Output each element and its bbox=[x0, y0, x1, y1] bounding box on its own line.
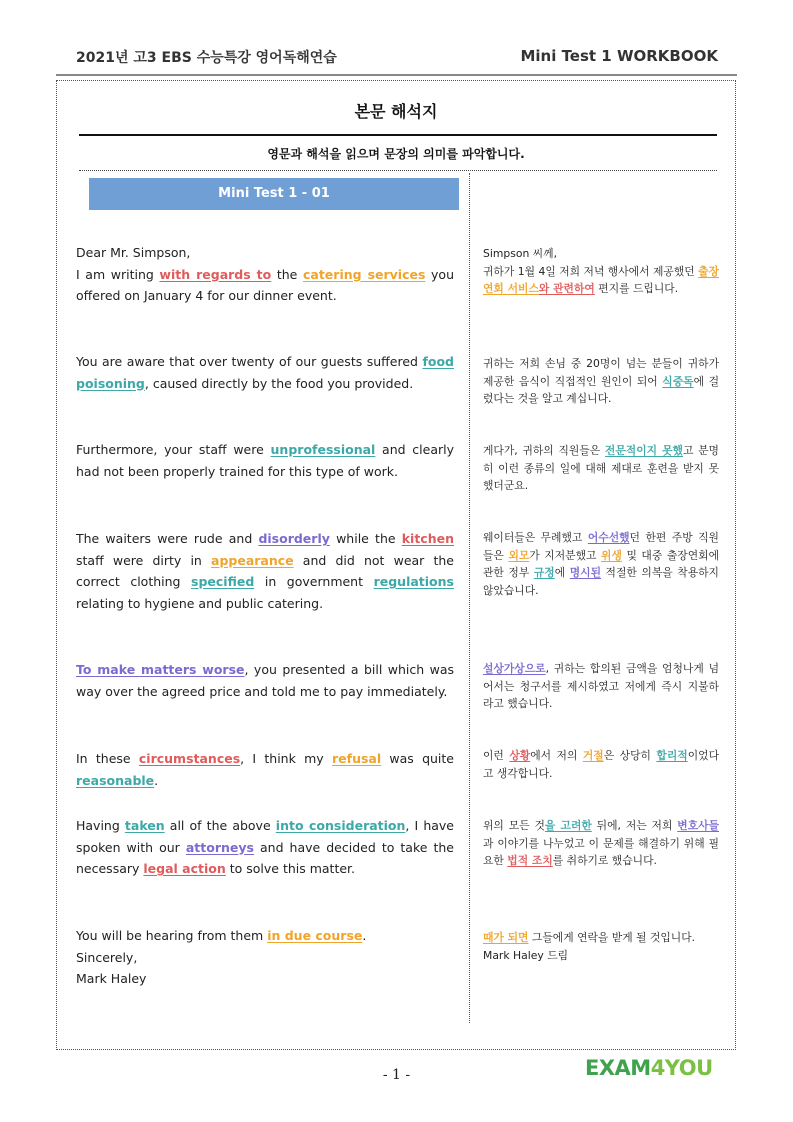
highlighted-term: refusal bbox=[331, 751, 382, 766]
text-segment: the bbox=[271, 266, 303, 282]
highlighted-term: 법적 조치 bbox=[507, 854, 553, 867]
text-segment: Dear Mr. Simpson, bbox=[76, 245, 191, 260]
english-paragraph bbox=[76, 748, 454, 791]
text-segment: in government bbox=[254, 574, 374, 589]
subtitle-divider bbox=[79, 170, 717, 171]
highlighted-term: 때가 되면 bbox=[483, 931, 529, 944]
text-segment: staff were dirty in bbox=[76, 552, 212, 568]
highlighted-term: in due course bbox=[267, 928, 363, 943]
page-number: - 1 - bbox=[382, 1067, 411, 1083]
text-segment: 그들에게 연락을 받게 될 것입니다. bbox=[528, 931, 696, 944]
text-segment: In these bbox=[76, 751, 139, 766]
highlighted-term: taken bbox=[124, 818, 165, 833]
text-segment: 이런 bbox=[483, 749, 510, 762]
highlighted-term: attorneys bbox=[185, 839, 254, 855]
highlighted-term: reasonable bbox=[76, 772, 155, 788]
text-segment: 던 한편 주방 직원들은 bbox=[483, 531, 719, 562]
korean-paragraph bbox=[483, 747, 719, 782]
english-paragraph bbox=[76, 925, 454, 990]
english-paragraph bbox=[76, 659, 454, 702]
text-segment: 귀하는 저희 손님 중 20명이 넘는 분들이 귀하가 제공한 음식이 직접적인 원인이 되어 bbox=[483, 357, 719, 388]
highlighted-term: 변호사들 bbox=[677, 819, 720, 832]
text-segment: Furthermore, your staff were bbox=[76, 442, 271, 457]
text-segment: 웨이터들은 무례했고 bbox=[483, 531, 588, 544]
text-segment: , I think my bbox=[240, 751, 332, 766]
highlighted-term: 전문적이지 못했 bbox=[604, 444, 683, 457]
text-segment: 이었다고 생각합니다. bbox=[483, 749, 719, 780]
section-banner: Mini Test 1 - 01 bbox=[89, 178, 459, 210]
header-divider bbox=[56, 74, 737, 76]
highlighted-term: 식중독 bbox=[662, 374, 694, 388]
highlighted-term: catering services bbox=[302, 266, 426, 282]
text-segment: Having bbox=[76, 818, 125, 833]
english-paragraph bbox=[76, 815, 454, 880]
text-segment: 및 대중 출장연회에 관한 정부 bbox=[483, 548, 720, 579]
highlighted-term: 출장연회 서비스 bbox=[483, 264, 719, 295]
logo-text-4you: 4YOU bbox=[650, 1056, 713, 1080]
highlighted-term: 거절 bbox=[582, 749, 604, 762]
text-segment: all of the above bbox=[164, 818, 276, 833]
text-segment: , 귀하는 합의된 금액을 엄청나게 넘어서는 청구서를 제시하였고 저에게 즉시 지불하라고 했습니다. bbox=[483, 662, 719, 710]
text-segment: 귀하가 1월 4일 저희 저녁 행사에서 제공했던 bbox=[483, 264, 699, 278]
highlighted-term: 을 고려한 bbox=[544, 819, 592, 832]
text-segment: 에 bbox=[554, 566, 570, 579]
text-segment: while the bbox=[329, 531, 402, 546]
english-paragraph bbox=[76, 351, 454, 394]
column-divider bbox=[469, 173, 470, 1023]
text-segment: was quite bbox=[381, 751, 454, 766]
content-frame bbox=[56, 80, 736, 1050]
text-segment: and clearly had not been properly trained for this type of work. bbox=[76, 442, 455, 479]
page-title: 본문 해석지 bbox=[354, 102, 438, 121]
text-segment: and have decided to take the necessary bbox=[76, 839, 454, 876]
text-segment: Sincerely, bbox=[76, 949, 138, 965]
text-segment: 편지를 드립니다. bbox=[594, 282, 679, 295]
text-segment: Mark Haley bbox=[76, 971, 147, 986]
text-segment: , you presented a bill which was way over the agreed price and told me to pay immediately. bbox=[76, 662, 454, 699]
text-segment: 에 걸렸다는 것을 알고 계십니다. bbox=[483, 374, 720, 405]
highlighted-term: circumstances bbox=[138, 751, 241, 766]
header-workbook-label: Mini Test 1 WORKBOOK bbox=[520, 47, 718, 65]
korean-paragraph bbox=[483, 355, 719, 408]
exam4you-logo bbox=[585, 1056, 719, 1082]
korean-paragraph bbox=[483, 442, 719, 495]
highlighted-term: disorderly bbox=[258, 531, 330, 546]
highlighted-term: appearance bbox=[211, 552, 294, 568]
highlighted-term: 규정 bbox=[533, 566, 555, 579]
text-segment: 에서 저의 bbox=[530, 749, 583, 762]
text-segment: , I have spoken with our bbox=[76, 818, 454, 855]
highlighted-term: 상황 bbox=[509, 749, 531, 762]
highlighted-term: unprofessional bbox=[270, 442, 376, 457]
highlighted-term: To make matters worse bbox=[76, 662, 245, 677]
korean-paragraph bbox=[483, 817, 719, 870]
highlighted-term: 명시된 bbox=[569, 566, 601, 579]
highlighted-term: regulations bbox=[373, 574, 454, 589]
text-segment: 게다가, 귀하의 직원들은 bbox=[483, 444, 605, 457]
text-segment: You are aware that over twenty of our guests suffered bbox=[76, 354, 423, 369]
highlighted-term: into consideration bbox=[275, 818, 406, 833]
text-segment: 고 분명히 이런 종류의 일에 대해 제대로 훈련을 받지 못했더군요. bbox=[483, 444, 719, 492]
korean-paragraph bbox=[483, 929, 719, 964]
highlighted-term: 어수선했 bbox=[587, 531, 630, 544]
page-subtitle: 영문과 해석을 읽으며 문장의 의미를 파악합니다. bbox=[267, 147, 525, 161]
highlighted-term: 와 관련하여 bbox=[538, 282, 595, 295]
text-segment: 뒤에, 저는 저희 bbox=[591, 819, 678, 832]
highlighted-term: 외모 bbox=[508, 548, 530, 562]
text-segment: Mark Haley 드림 bbox=[483, 948, 569, 962]
text-segment: and did not wear the correct clothing bbox=[76, 552, 454, 589]
title-divider bbox=[79, 134, 717, 136]
english-paragraph bbox=[76, 528, 454, 614]
logo-text-exam: EXAM bbox=[585, 1056, 651, 1080]
text-segment: relating to hygiene and public catering. bbox=[76, 595, 324, 611]
text-segment: . bbox=[362, 928, 367, 943]
highlighted-term: specified bbox=[191, 574, 255, 589]
highlighted-term: with regards to bbox=[159, 266, 272, 282]
text-segment: 가 지저분했고 bbox=[529, 548, 602, 562]
text-segment: I am writing bbox=[76, 266, 160, 282]
text-segment: The waiters were rude and bbox=[76, 531, 259, 546]
text-segment: You will be hearing from them bbox=[76, 928, 268, 943]
text-segment: to solve this matter. bbox=[225, 861, 356, 876]
text-segment: 은 상당히 bbox=[603, 749, 657, 762]
highlighted-term: legal action bbox=[143, 861, 226, 876]
text-segment: you offered on January 4 for our dinner event. bbox=[76, 266, 454, 303]
highlighted-term: 설상가상으로 bbox=[483, 662, 546, 675]
english-paragraph bbox=[76, 242, 454, 307]
text-segment: 위의 모든 것 bbox=[483, 819, 545, 832]
text-segment: 적절한 의복을 착용하지 않았습니다. bbox=[483, 566, 719, 597]
highlighted-term: kitchen bbox=[401, 531, 454, 546]
text-segment: , caused directly by the food you provided. bbox=[144, 375, 414, 391]
text-segment: . bbox=[154, 772, 159, 788]
highlighted-term: 위생 bbox=[601, 548, 622, 562]
text-segment: 를 취하기로 했습니다. bbox=[552, 854, 657, 867]
korean-paragraph bbox=[483, 245, 719, 298]
korean-paragraph bbox=[483, 529, 719, 599]
header-title: 2021년 고3 EBS 수능특강 영어독해연습 bbox=[76, 50, 337, 66]
korean-paragraph bbox=[483, 660, 719, 713]
english-paragraph bbox=[76, 439, 454, 482]
text-segment: 과 이야기를 나누었고 이 문제를 해결하기 위해 필요한 bbox=[483, 836, 719, 867]
highlighted-term: food poisoning bbox=[76, 354, 454, 391]
text-segment: Simpson 씨께, bbox=[483, 247, 558, 260]
highlighted-term: 합리적 bbox=[656, 749, 688, 762]
